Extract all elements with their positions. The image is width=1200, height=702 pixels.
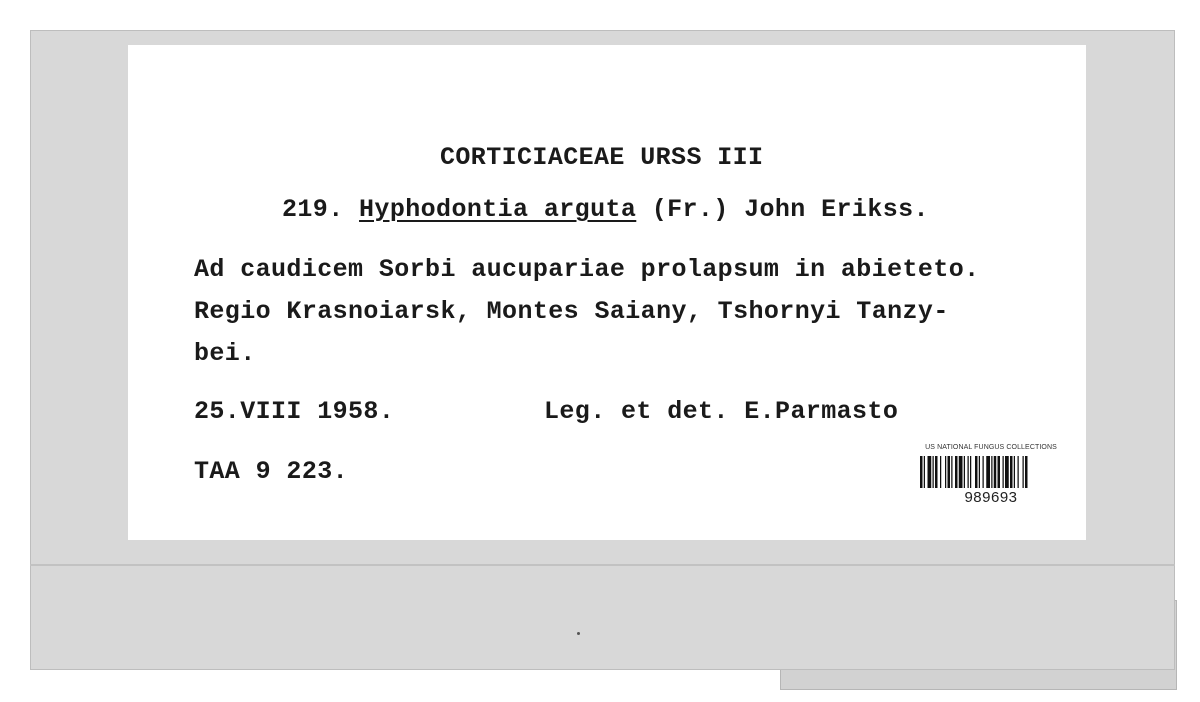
barcode-bar — [924, 456, 925, 488]
barcode-bar — [955, 456, 958, 488]
barcode-bar — [1010, 456, 1013, 488]
barcode-bar — [935, 456, 938, 488]
barcode-bar — [959, 456, 963, 488]
collector-credit: Leg. et det. E.Parmasto — [544, 397, 899, 426]
barcode-bar — [979, 456, 980, 488]
barcode-bar — [920, 456, 923, 488]
locality-line: bei. — [194, 339, 256, 368]
barcode-bar — [970, 456, 971, 488]
herbarium-label — [128, 45, 1086, 540]
barcode-bar — [945, 456, 946, 488]
locality-line: Regio Krasnoiarsk, Montes Saiany, Tshornyi Tanzy- — [194, 297, 949, 326]
locality-line: Ad caudicem Sorbi aucupariae prolapsum in abieteto. — [194, 255, 980, 284]
species-line — [282, 195, 929, 224]
barcode-bar — [928, 456, 932, 488]
barcode-bar — [1023, 456, 1024, 488]
barcode-bar — [940, 456, 941, 488]
collection-date: 25.VIII 1958. — [194, 397, 395, 426]
barcode-bar — [1005, 456, 1009, 488]
barcode-bar — [975, 456, 978, 488]
barcode-bar — [998, 456, 1001, 488]
taxon-authority: (Fr.) John Erikss. — [651, 195, 929, 224]
barcode-caption: US NATIONAL FUNGUS COLLECTIONS — [925, 444, 1057, 451]
barcode-icon — [920, 456, 1062, 488]
barcode-bar — [1014, 456, 1015, 488]
specimen-number: 219. — [282, 195, 344, 224]
barcode-bar — [933, 456, 934, 488]
barcode-bar — [986, 456, 990, 488]
barcode-number: 989693 — [964, 489, 1018, 506]
label-heading: CORTICIACEAE URSS III — [440, 143, 764, 172]
barcode-bar — [948, 456, 951, 488]
barcode-bar — [1003, 456, 1004, 488]
barcode-bar — [983, 456, 984, 488]
barcode-bar — [951, 456, 952, 488]
accession-number: TAA 9 223. — [194, 457, 349, 486]
barcode-bar — [994, 456, 997, 488]
dust-speck — [577, 632, 580, 635]
barcode-bar — [991, 456, 992, 488]
barcode-bar — [968, 456, 969, 488]
barcode-bar — [964, 456, 965, 488]
barcode-bar — [1018, 456, 1019, 488]
barcode-bar — [1025, 456, 1028, 488]
taxon-name: Hyphodontia arguta — [359, 195, 637, 224]
barcode-sticker — [910, 443, 1072, 506]
packet-fold-line — [30, 564, 1175, 566]
